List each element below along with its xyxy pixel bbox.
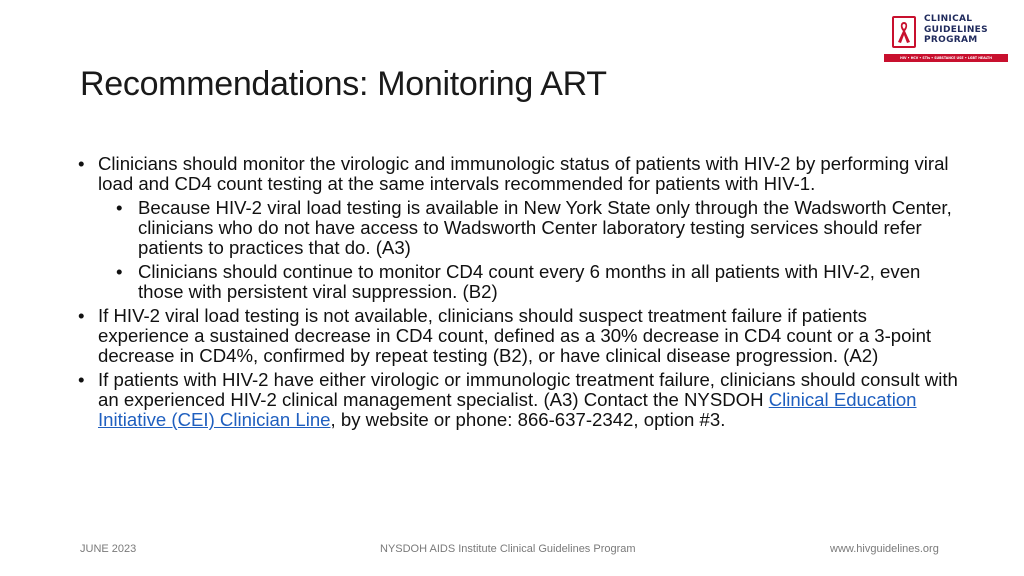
logo-line-2: GUIDELINES — [924, 24, 988, 35]
bullet-item-3 — [78, 370, 958, 430]
bullet-marker: • — [78, 305, 85, 326]
bullet-text-3-prefix: If patients with HIV-2 have either virologic or immunologic treatment failure, clinicians should consult with an experienced HIV-2 clinical management specialist. (A3) Contact the NYSDOH — [98, 369, 958, 410]
logo-line-3: PROGRAM — [924, 35, 978, 45]
logo-wordmark — [924, 14, 988, 46]
footer-program: NYSDOH AIDS Institute Clinical Guidelines Program — [380, 543, 636, 555]
sub-bullet-text-2: Clinicians should continue to monitor CD4 count every 6 months in all patients with HIV-2, even those with persistent viral suppression. (B2) — [138, 261, 921, 302]
clinical-guidelines-logo — [884, 14, 1008, 64]
bullet-text-2: If HIV-2 viral load testing is not available, clinicians should suspect treatment failure if patients experience a sustained decrease in CD4 count, defined as a 30% decrease in CD4 count or a 3-point decrease in CD4%, confirmed by repeat testing (B2), or have clinical disease progression. (A2) — [98, 305, 932, 366]
logo-line-1: CLINICAL — [924, 14, 973, 24]
slide-title: Recommendations: Monitoring ART — [80, 65, 607, 103]
content-body — [78, 154, 958, 434]
footer-date: JUNE 2023 — [80, 543, 137, 555]
sub-bullet-text-1: Because HIV-2 viral load testing is available in New York State only through the Wadsworth Center, clinicians who do not have access to Wadsworth Center laboratory testing services should refer patients to practices that do. (A3) — [138, 197, 952, 258]
cei-clinician-line-link[interactable]: Clinical Education Initiative (CEI) Clinician Line — [98, 389, 917, 430]
sub-bullet-list — [116, 198, 958, 302]
sub-bullet-item-2 — [116, 262, 958, 302]
bullet-item-2 — [78, 306, 958, 366]
bullet-text-3-suffix: , by website or phone: 866-637-2342, option #3. — [330, 409, 726, 430]
footer-website: www.hivguidelines.org — [830, 543, 939, 555]
bullet-list — [78, 154, 958, 430]
bullet-marker: • — [78, 369, 85, 390]
bullet-marker: • — [116, 197, 123, 218]
sub-bullet-item-1 — [116, 198, 958, 258]
bullet-marker: • — [78, 153, 85, 174]
logo-tagline: HIV • HCV • STIs • SUBSTANCE USE • LGBT HEALTH — [884, 54, 1008, 62]
bullet-item-1 — [78, 154, 958, 302]
bullet-marker: • — [116, 261, 123, 282]
bullet-text-1: Clinicians should monitor the virologic and immunologic status of patients with HIV-2 by performing viral load and CD4 count testing at the same intervals recommended for patients with HIV-1. — [98, 153, 949, 194]
ribbon-icon — [892, 16, 916, 48]
